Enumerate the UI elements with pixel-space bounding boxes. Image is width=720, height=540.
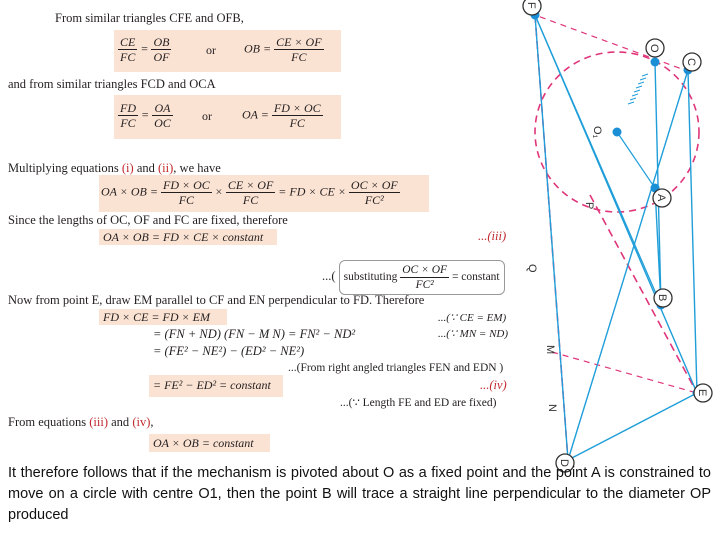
label-o1: O₁ <box>591 126 603 139</box>
note-ce-em: ...(∵ CE = EM) <box>438 312 507 324</box>
link-ob <box>655 62 661 305</box>
label-n: N <box>546 404 558 412</box>
tag-iv: ...(iv) <box>480 378 507 392</box>
point-o <box>651 58 660 67</box>
substitution-note: ...( substituting $\frac{OC \times OF}{\text{FC²}}$ = constant <box>322 260 505 295</box>
equation-box-ii: $\frac{FD}{FC}$ = $\frac{OA}{OC}$ or OA = $\frac{FD \times OC}{FC}$ <box>114 95 341 139</box>
label-p: P <box>583 202 595 210</box>
label-o: O <box>648 44 660 53</box>
point-o1 <box>613 128 622 137</box>
line-similar-fcd-oca: and from similar triangles FCD and OCA <box>8 77 216 91</box>
link-de <box>568 393 697 460</box>
note-right-triangles: ...(From right angled triangles FEN and EDN ) <box>288 362 504 374</box>
line-similar-cfe-ofb: From similar triangles CFE and OFB, <box>55 11 244 25</box>
label-e: E <box>696 389 708 397</box>
diagram-labels <box>525 2 708 467</box>
dashed-line-me <box>552 352 697 393</box>
note-fixed-lengths: ...(∵ Length FE and ED are fixed) <box>340 397 497 409</box>
link-o1a <box>617 132 655 188</box>
label-f: F <box>525 2 537 9</box>
dashed-line-fc <box>535 15 690 72</box>
equation-box-product: OA × OB = $\frac{FD \times OC}{FC}$ × $\frac{CE \times OF}{FC}$ = FD × CE × $\frac{OC \times OF}{\text{FC²}}$ <box>99 175 429 212</box>
note-mn-nd: ...(∵ MN = ND) <box>438 328 509 340</box>
label-b: B <box>656 294 668 302</box>
link-ce <box>688 70 697 393</box>
line-fe-ne: = (FE² − NE²) − (ED² − NE²) <box>153 344 305 358</box>
equation-box-i: $\frac{CE}{FC}$ = $\frac{OB}{OF}$ or OB = $\frac{CE \times OF}{FC}$ <box>114 30 341 72</box>
tag-iii: ...(iii) <box>478 229 507 243</box>
equation-box-iii: OA × OB = FD × CE × constant <box>99 229 277 245</box>
link-cd <box>568 70 688 460</box>
dashed-line-pe <box>590 195 697 393</box>
line-now-from-e: Now from point E, draw EM parallel to CF and EN perpendicular to FD. Therefore <box>8 293 425 307</box>
line-multiplying: Multiplying equations (i) and (ii), we have <box>8 161 221 175</box>
label-m: M <box>544 345 556 355</box>
label-a: A <box>655 194 667 202</box>
line-fn-nd: = (FN + ND) (FN − M N) = FN² − ND² <box>153 327 356 341</box>
label-c: C <box>685 58 697 66</box>
line-since-lengths: Since the lengths of OC, OF and FC are fixed, therefore <box>8 213 288 227</box>
conclusion-caption: It therefore follows that if the mechanism is pivoted about O as a fixed point and the point A is constrained to move on a circle with centre O1, then the point B will trace a straight line perpendicular to the diameter OP produced <box>8 465 711 523</box>
equation-box-final: OA × OB = constant <box>149 434 270 452</box>
equation-box-fdce: FD × CE = FD × EM <box>99 309 227 325</box>
pivot-hatch <box>628 74 648 104</box>
line-from-equations: From equations (iii) and (iv), <box>8 415 154 429</box>
equation-box-iv: = FE² − ED² = constant <box>149 375 283 397</box>
label-d: D <box>558 459 570 467</box>
label-q: Q <box>526 264 538 273</box>
